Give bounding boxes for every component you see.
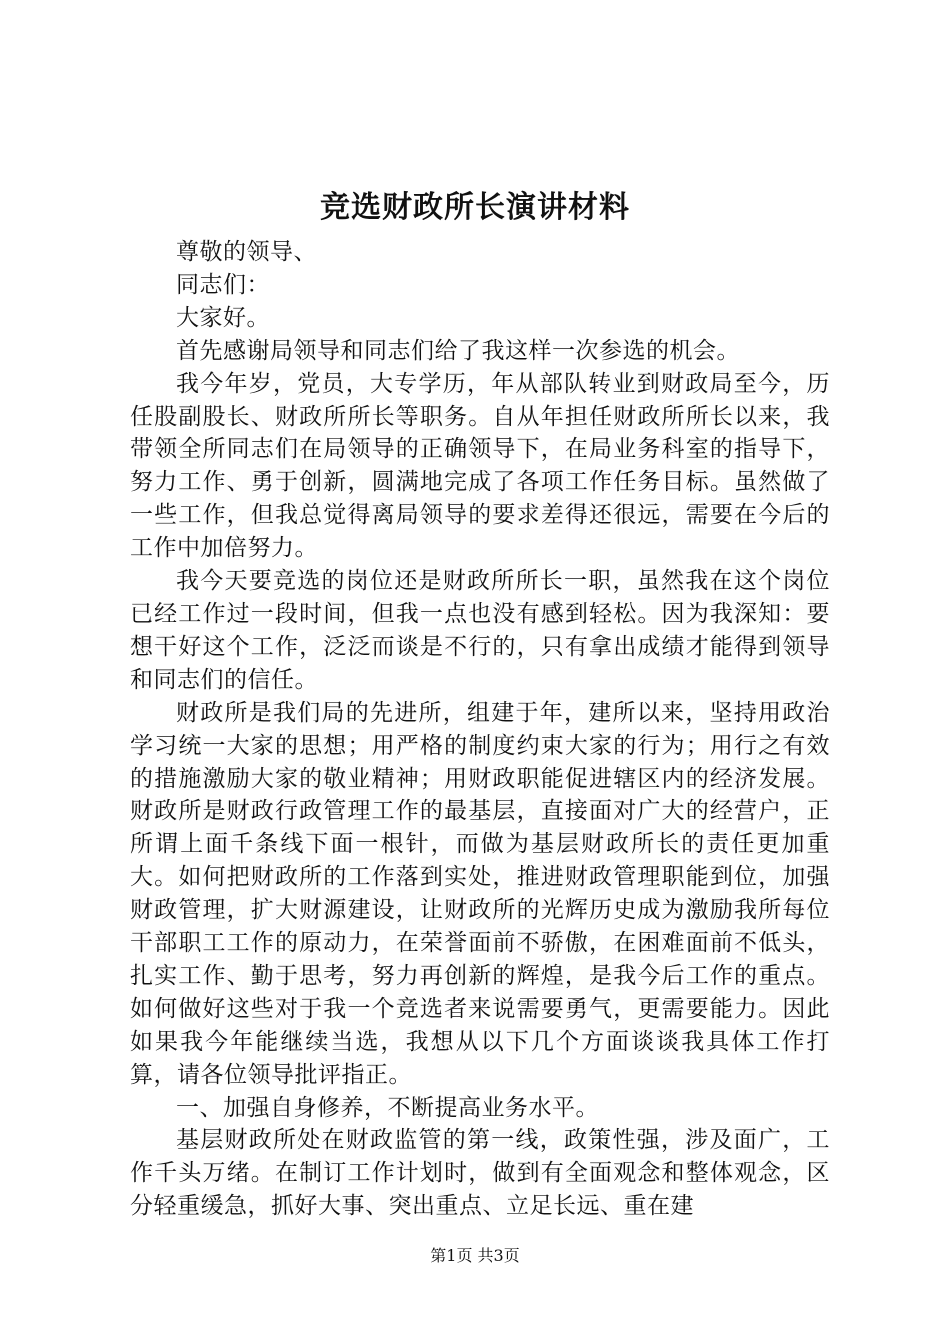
paragraph-thanks: 首先感谢局领导和同志们给了我这样一次参选的机会。	[176, 337, 740, 364]
paragraph-greeting-2: 同志们：	[176, 271, 270, 298]
paragraph-background: 我今年岁，党员，大专学历，年从部队转业到财政局至今，历任股副股长、财政所所长等职务。自从年担任财政所所长以来，我带领全所同志们在局领导的正确领导下，在局业务科室的指导下，努力工作、勇于创新，圆满地完成了各项工作任务目标。虽然做了一些工作，但我总觉得离局领导的要求差得还很远，需要在今后的工作中加倍努力。	[130, 370, 830, 562]
paragraph-section-1: 基层财政所处在财政监管的第一线，政策性强，涉及面广，工作千头万绪。在制订工作计划时，做到有全面观念和整体观念，区分轻重缓急，抓好大事、突出重点、立足长远、重在建	[130, 1127, 830, 1220]
paragraph-greeting-1: 尊敬的领导、	[176, 239, 317, 265]
paragraph-institution: 财政所是我们局的先进所，组建于年，建所以来，坚持用政治学习统一大家的思想；用严格的制度约束大家的行为；用行之有效的措施激励大家的敬业精神；用财政职能促进辖区内的经济发展。财政所是财政行政管理工作的最基层，直接面对广大的经营户，正所谓上面千条线下面一根针，而做为基层财政所长的责任更加重大。如何把财政所的工作落到实处，推进财政管理职能到位，加强财政管理，扩大财源建设，让财政所的光辉历史成为激励我所每位干部职工工作的原动力，在荣誉面前不骄傲，在困难面前不低头，扎实工作、勤于思考，努力再创新的辉煌，是我今后工作的重点。如何做好这些对于我一个竞选者来说需要勇气，更需要能力。因此如果我今年能继续当选，我想从以下几个方面谈谈我具体工作打算，请各位领导批评指正。	[130, 699, 830, 1088]
section-heading-1: 一、加强自身修养，不断提高业务水平。	[176, 1094, 599, 1121]
page-footer: 第1页 共3页	[430, 1246, 520, 1265]
paragraph-greeting-3: 大家好。	[176, 304, 270, 331]
paragraph-position: 我今天要竞选的岗位还是财政所所长一职，虽然我在这个岗位已经工作过一段时间，但我一点也没有感到轻松。因为我深知：要想干好这个工作，泛泛而谈是不行的，只有拿出成绩才能得到领导和同志们的信任。	[130, 568, 830, 693]
document-title: 竞选财政所长演讲材料	[320, 190, 630, 225]
document-body	[130, 236, 830, 1223]
